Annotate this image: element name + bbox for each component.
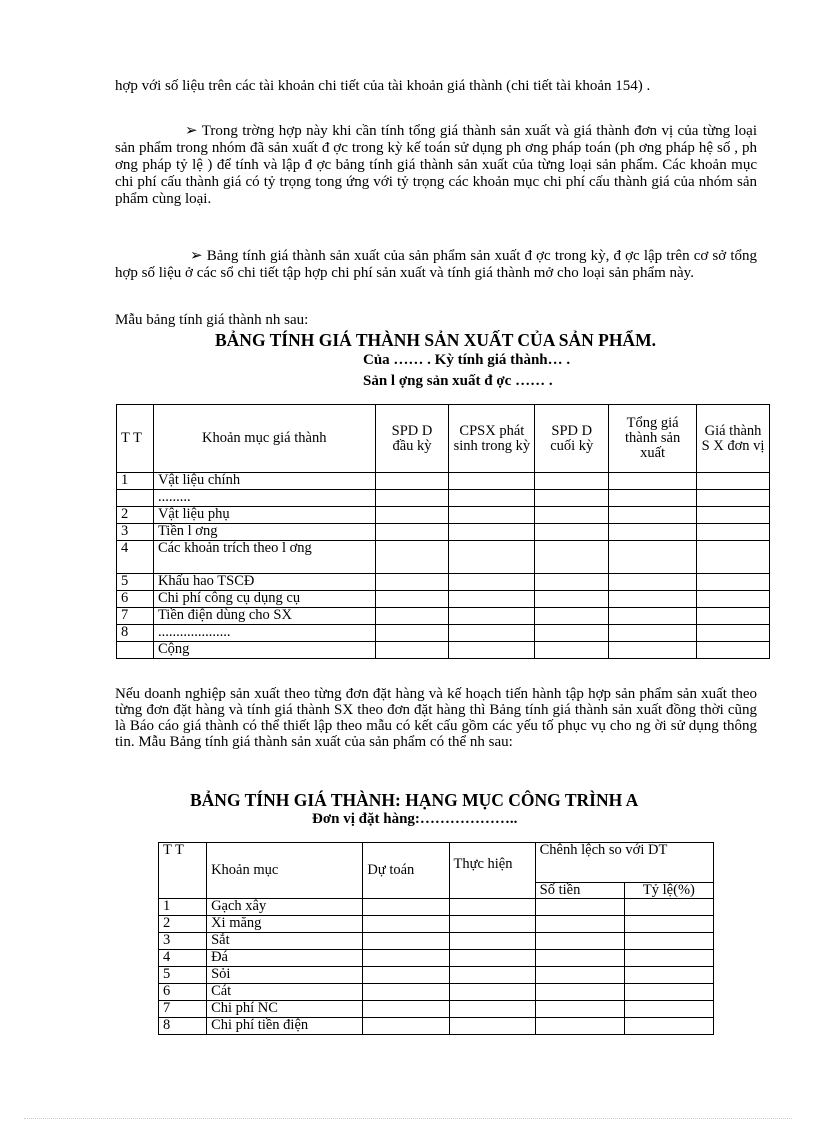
row-label: Tiền điện dùng cho SX bbox=[153, 608, 375, 625]
table-row bbox=[159, 967, 714, 984]
table2-header-amount: Số tiền bbox=[535, 883, 624, 899]
table1-header-period-cost: CPSX phát sinh trong kỳ bbox=[449, 405, 535, 473]
table-row bbox=[159, 1018, 714, 1035]
row-number: 3 bbox=[159, 933, 207, 950]
row-number: 4 bbox=[159, 950, 207, 967]
table-row bbox=[159, 950, 714, 967]
row-label: Tiền l ơng bbox=[153, 524, 375, 541]
row-label: Cộng bbox=[153, 642, 375, 659]
row-label: Sắt bbox=[207, 933, 363, 950]
table1-subtitle-period: Của …… . Kỳ tính giá thành… . bbox=[363, 352, 571, 368]
row-number bbox=[117, 642, 154, 659]
table-row bbox=[117, 574, 770, 591]
row-number: 2 bbox=[117, 507, 154, 524]
row-number: 6 bbox=[117, 591, 154, 608]
row-number: 6 bbox=[159, 984, 207, 1001]
row-label: Xi măng bbox=[207, 916, 363, 933]
table2-title: BẢNG TÍNH GIÁ THÀNH: HẠNG MỤC CÔNG TRÌNH A bbox=[190, 790, 639, 810]
table1-header-tt: T T bbox=[117, 405, 154, 473]
table-row bbox=[117, 507, 770, 524]
table2-subtitle-client: Đơn vị đặt hàng:……………….. bbox=[312, 811, 518, 827]
table2-header-tt: T T bbox=[159, 843, 207, 899]
table-row bbox=[159, 933, 714, 950]
row-number: 8 bbox=[117, 625, 154, 642]
table1-title: BẢNG TÍNH GIÁ THÀNH SẢN XUẤT CỦA SẢN PHẨM. bbox=[215, 330, 656, 350]
project-cost-table bbox=[158, 842, 714, 1035]
table-row bbox=[159, 984, 714, 1001]
table2-header-row bbox=[159, 843, 714, 883]
paragraph-method: ➢ Trong trờng hợp này khi cần tính tổng giá thành sản xuất và giá thành đơn vị của từng loại sản phẩm trong nhóm đã sản xuất đ ợc trong kỳ kế toán sử dụng ph ơng pháp toán (ph ơng pháp hệ số , ph ơng pháp tỷ lệ ) để tính và lập đ ợc bảng tính giá thành sản xuất của từng loại sản phẩm. Các khoản mục chi phí cấu thành giá có tỷ trọng tong ứng với tỷ trọng các khoản mục chi phí cấu thành giá của nhóm sản phẩm cùng loại. bbox=[115, 123, 757, 207]
row-label: Chi phí NC bbox=[207, 1001, 363, 1018]
row-number: 7 bbox=[159, 1001, 207, 1018]
row-number: 7 bbox=[117, 608, 154, 625]
row-number: 4 bbox=[117, 541, 154, 574]
row-label: ......... bbox=[153, 490, 375, 507]
table2-header-actual: Thực hiện bbox=[449, 843, 535, 899]
table2-header-percent: Tỷ lệ(%) bbox=[624, 883, 713, 899]
paragraph-sample-intro: Mẫu bảng tính giá thành nh sau: bbox=[115, 312, 309, 328]
table-row bbox=[117, 524, 770, 541]
paragraph-intro: hợp với số liệu trên các tài khoản chi tiết của tài khoản giá thành (chi tiết tài khoản 154) . bbox=[115, 78, 651, 94]
table-row bbox=[117, 591, 770, 608]
table-row bbox=[117, 642, 770, 659]
table2-header-estimate: Dự toán bbox=[363, 843, 449, 899]
production-cost-table bbox=[116, 404, 770, 659]
table-row bbox=[117, 625, 770, 642]
table1-header-unit-cost: Giá thành S X đơn vị bbox=[697, 405, 770, 473]
row-number: 1 bbox=[117, 473, 154, 490]
row-number: 3 bbox=[117, 524, 154, 541]
table1-header-total-cost: Tổng giá thành sản xuất bbox=[609, 405, 697, 473]
row-label: Chi phí tiền điện bbox=[207, 1018, 363, 1035]
row-number: 2 bbox=[159, 916, 207, 933]
row-label: Khấu hao TSCĐ bbox=[153, 574, 375, 591]
row-label: Gạch xây bbox=[207, 899, 363, 916]
table1-header-item: Khoản mục giá thành bbox=[153, 405, 375, 473]
row-number: 1 bbox=[159, 899, 207, 916]
page-footer-rule bbox=[24, 1118, 792, 1119]
table-row bbox=[117, 473, 770, 490]
table-row bbox=[117, 541, 770, 574]
table-row bbox=[117, 608, 770, 625]
paragraph-table-description: ➢ Bảng tính giá thành sản xuất của sản phẩm sản xuất đ ợc trong kỳ, đ ợc lập trên cơ sở tổng hợp số liệu ở các sổ chi tiết tập hợp chi phí sản xuất và tính giá thành mở cho loại sản phẩm này. bbox=[115, 248, 757, 281]
table1-header-row bbox=[117, 405, 770, 473]
table2-header-item: Khoản mục bbox=[207, 843, 363, 899]
row-label: Vật liệu phụ bbox=[153, 507, 375, 524]
table-row bbox=[159, 916, 714, 933]
row-label: Các khoản trích theo l ơng bbox=[153, 541, 375, 574]
table2-header-diff: Chênh lệch so với DT bbox=[535, 843, 713, 883]
table-row bbox=[159, 1001, 714, 1018]
row-label: Sỏi bbox=[207, 967, 363, 984]
row-number: 5 bbox=[159, 967, 207, 984]
row-label: Vật liệu chính bbox=[153, 473, 375, 490]
table1-header-opening-wip: SPD D đầu kỳ bbox=[375, 405, 449, 473]
table-row bbox=[159, 899, 714, 916]
table-row bbox=[117, 490, 770, 507]
paragraph-order-costing: Nếu doanh nghiệp sản xuất theo từng đơn đặt hàng và kế hoạch tiến hành tập hợp sản phẩm sản xuất theo từng đơn đặt hàng và tính giá thành SX theo đơn đặt hàng thì Bảng tính giá thành sản xuất đồng thời cũng là Báo cáo giá thành có thể thiết lập theo mẫu có kết cấu gồm các yếu tố phục vụ cho ng ời sử dụng thông tin. Mẫu Bảng tính giá thành sản xuất của sản phẩm có thể nh sau: bbox=[115, 686, 757, 750]
table1-subtitle-quantity: Sản l ợng sản xuất đ ợc …… . bbox=[363, 373, 553, 389]
row-number: 8 bbox=[159, 1018, 207, 1035]
row-label: Đá bbox=[207, 950, 363, 967]
row-label: Chi phí công cụ dụng cụ bbox=[153, 591, 375, 608]
table1-header-closing-wip: SPD D cuối kỳ bbox=[535, 405, 609, 473]
row-number: 5 bbox=[117, 574, 154, 591]
row-label: Cát bbox=[207, 984, 363, 1001]
row-number bbox=[117, 490, 154, 507]
row-label: .................... bbox=[153, 625, 375, 642]
